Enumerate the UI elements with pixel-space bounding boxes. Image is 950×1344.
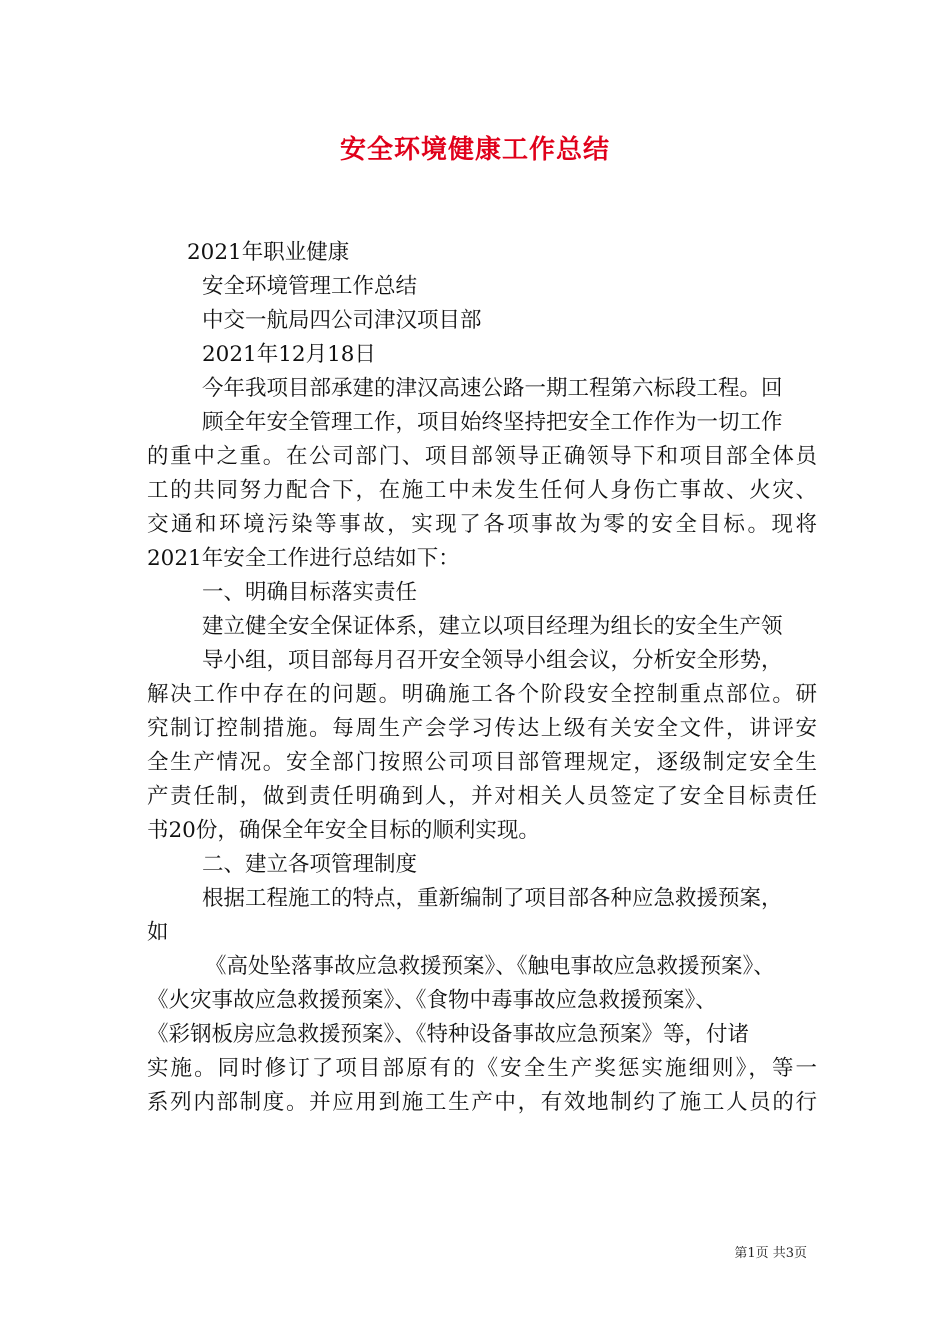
section-heading: 二、建立各项管理制度 <box>202 852 418 877</box>
body-line: 产责任制，做到责任明确到人，并对相关人员签定了安全目标责任 <box>147 784 817 809</box>
body-line: 究制订控制措施。每周生产会学习传达上级有关安全文件，讲评安 <box>147 716 817 741</box>
body-line: 实施。同时修订了项目部原有的《安全生产奖惩实施细则》，等一 <box>147 1056 817 1081</box>
body-line: 工的共同努力配合下，在施工中未发生任何人身伤亡事故、火灾、 <box>147 478 817 503</box>
body-line: 安全环境管理工作总结 <box>202 274 418 299</box>
body-line: 2021年安全工作进行总结如下： <box>147 546 460 571</box>
body-line: 如 <box>147 920 169 945</box>
section-heading: 一、明确目标落实责任 <box>202 580 418 605</box>
body-line: 导小组，项目部每月召开安全领导小组会议，分析安全形势， <box>202 648 783 673</box>
body-line: 建立健全安全保证体系，建立以项目经理为组长的安全生产领 <box>202 614 783 639</box>
body-line: 《彩钢板房应急救援预案》、《特种设备事故应急预案》等，付诸 <box>147 1022 750 1047</box>
body-line: 全生产情况。安全部门按照公司项目部管理规定，逐级制定安全生 <box>147 750 817 775</box>
page-number: 第1页 共3页 <box>734 1246 807 1261</box>
body-line: 的重中之重。在公司部门、项目部领导正确领导下和项目部全体员 <box>147 444 817 469</box>
body-line: 《火灾事故应急救援预案》、《食物中毒事故应急救援预案》、 <box>147 988 717 1013</box>
body-line: 系列内部制度。并应用到施工生产中，有效地制约了施工人员的行 <box>147 1090 817 1115</box>
body-line: 今年我项目部承建的津汉高速公路一期工程第六标段工程。回 <box>202 376 783 401</box>
body-line: 《高处坠落事故应急救援预案》、《触电事故应急救援预案》、 <box>205 954 775 979</box>
body-line: 交通和环境污染等事故，实现了各项事故为零的安全目标。现将 <box>147 512 817 537</box>
body-line: 2021年职业健康 <box>187 240 350 265</box>
document-title: 安全环境健康工作总结 <box>339 135 610 165</box>
document-body <box>147 236 817 1120</box>
body-line: 中交一航局四公司津汉项目部 <box>202 308 482 333</box>
body-line: 根据工程施工的特点，重新编制了项目部各种应急救援预案， <box>202 886 783 911</box>
body-line: 解决工作中存在的问题。明确施工各个阶段安全控制重点部位。研 <box>147 682 817 707</box>
body-line: 2021年12月18日 <box>202 342 376 367</box>
body-line: 顾全年安全管理工作，项目始终坚持把安全工作作为一切工作 <box>202 410 783 435</box>
body-line: 书20份，确保全年安全目标的顺利实现。 <box>147 818 540 843</box>
